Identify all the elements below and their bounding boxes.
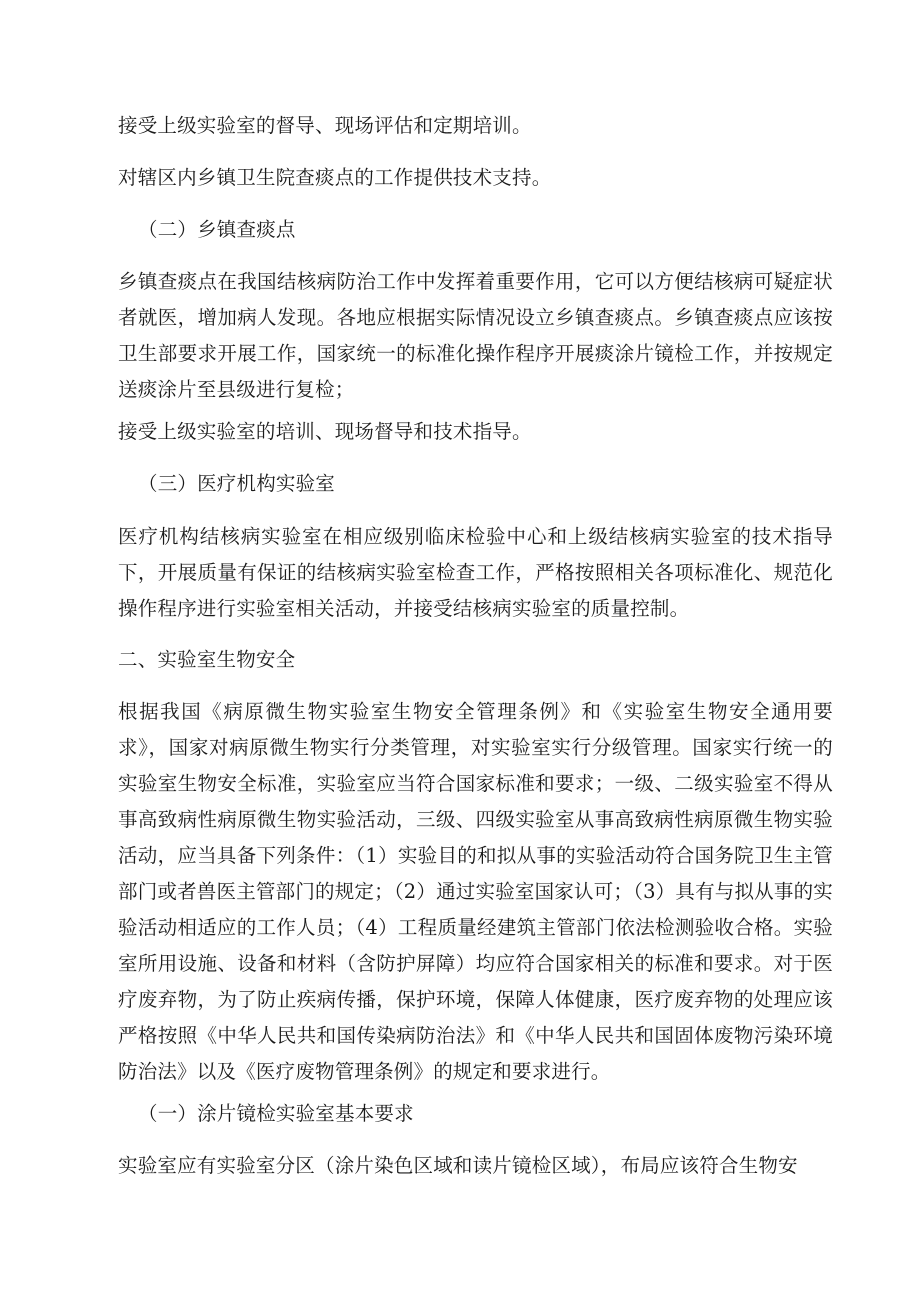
paragraph-receive-training: 接受上级实验室的培训、现场督导和技术指导。 (118, 420, 532, 443)
paragraph-lab-zoning: 实验室应有实验室分区（涂片染色区域和读片镜检区域），布局应该符合生物安 (118, 1154, 798, 1177)
paragraph-supervision-training: 接受上级实验室的督导、现场评估和定期培训。 (118, 114, 532, 137)
paragraph-technical-support: 对辖区内乡镇卫生院查痰点的工作提供技术支持。 (118, 166, 552, 189)
section-heading-lab-biosafety: 二、实验室生物安全 (118, 648, 296, 671)
paragraph-medical-institution-lab: 医疗机构结核病实验室在相应级别临床检验中心和上级结核病实验室的技术指导下，开展质量有保证的结核病实验室检查工作，严格按照相关各项标准化、规范化操作程序进行实验室相关活动，并接受结核病实验室的质量控制。 (118, 525, 833, 620)
paragraph-township-sputum-point: 乡镇查痰点在我国结核病防治工作中发挥着重要作用，它可以方便结核病可疑症状者就医，增加病人发现。各地应根据实际情况设立乡镇查痰点。乡镇查痰点应该按卫生部要求开展工作，国家统一的标准化操作程序开展痰涂片镜检工作，并按规定送痰涂片至县级进行复检； (118, 270, 833, 401)
section-heading-medical-institution-lab: （三）医疗机构实验室 (138, 472, 336, 495)
section-heading-township-sputum-point: （二）乡镇查痰点 (138, 218, 296, 241)
section-heading-smear-lab-requirements: （一）涂片镜检实验室基本要求 (138, 1102, 414, 1125)
paragraph-biosafety-regulations: 根据我国《病原微生物实验室生物安全管理条例》和《实验室生物安全通用要求》，国家对病原微生物实行分类管理，对实验室实行分级管理。国家实行统一的实验室生物安全标准，实验室应当符合国家标准和要求；一级、二级实验室不得从事高致病性病原微生物实验活动，三级、四级实验室从事高致病性病原微生物实验活动，应当具备下列条件：（1）实验目的和拟从事的实验活动符合国务院卫生主管部门或者兽医主管部门的规定；（2）通过实验室国家认可；（3）具有与拟从事的实验活动相适应的工作人员；（4）工程质量经建筑主管部门依法检测验收合格。实验室所用设施、设备和材料（含防护屏障）均应符合国家相关的标准和要求。对于医疗废弃物，为了防止疾病传播，保护环境，保障人体健康，医疗废弃物的处理应该严格按照《中华人民共和国传染病防治法》和《中华人民共和国固体废物污染环境防治法》以及《医疗废物管理条例》的规定和要求进行。 (118, 700, 833, 1083)
